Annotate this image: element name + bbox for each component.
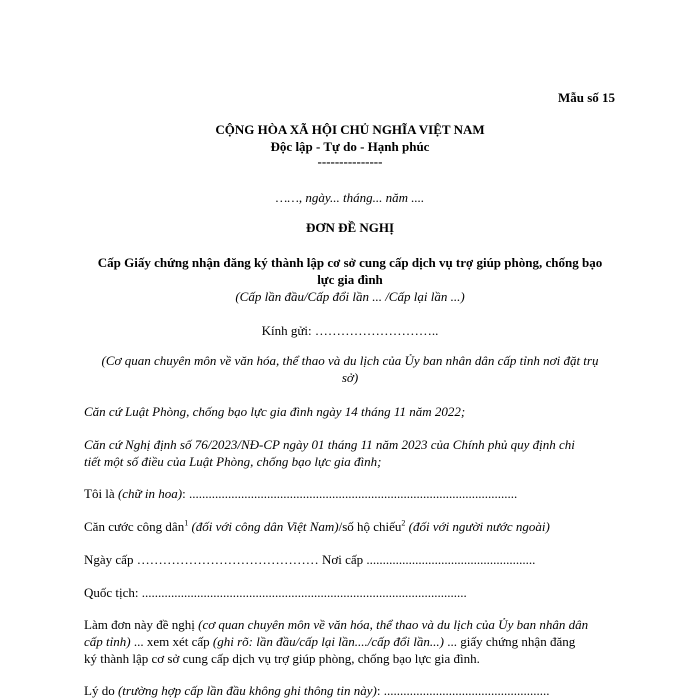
legal-basis-decree-line-1: Căn cứ Nghị định số 76/2023/NĐ-CP ngày 01 tháng 11 năm 2023 của Chính phủ quy định chi: [84, 437, 575, 452]
document-title: ĐƠN ĐỀ NGHỊ: [305, 220, 395, 235]
country-name: CỘNG HÒA XÃ HỘI CHỦ NGHĨA VIỆT NAM: [215, 122, 485, 137]
request-cert: ... giấy chứng nhận đăng: [443, 634, 576, 649]
nationality-field: Quốc tịch: ....................................................................................................: [84, 585, 467, 600]
reason-label: Lý do: [84, 683, 118, 698]
issue-date-field: Ngày cấp …………………………………… Nơi cấp ....................................................: [84, 552, 536, 567]
date-line: ……, ngày... tháng... năm ....: [275, 190, 425, 205]
id-field: [84, 519, 550, 535]
id-hint-foreigner: (đối với người nước ngoài): [405, 519, 550, 534]
request-consider: ... xem xét cấp: [130, 634, 213, 649]
id-label: Căn cước công dân: [84, 519, 185, 534]
subject-line-2: lực gia đình: [317, 272, 383, 287]
request-line-3: ký thành lập cơ sở cung cấp dịch vụ trợ giúp phòng, chống bạo lực gia đình.: [84, 651, 480, 666]
recipient-label: Kính gửi: ………………………..: [261, 323, 439, 338]
request-text: Làm đơn này đề nghị: [84, 617, 199, 632]
passport-label: /số hộ chiếu: [338, 519, 402, 534]
footnote-1: 1: [184, 518, 189, 528]
request-agency-hint-cont: cấp tỉnh): [84, 634, 131, 649]
motto: Độc lập - Tự do - Hạnh phúc: [270, 139, 430, 154]
id-hint-citizen: (đối với công dân Việt Nam): [188, 519, 339, 534]
name-hint: (chữ in hoa): [117, 486, 183, 501]
name-dots: : .....................................................................................................: [182, 486, 518, 501]
request-type-hint: (ghi rõ: lần đầu/cấp lại lần..../cấp đổi lần...): [212, 634, 444, 649]
reason-hint: (trường hợp cấp lần đầu không ghi thông tin này): [117, 683, 377, 698]
subject-note: (Cấp lần đầu/Cấp đổi lần ... /Cấp lại lần ...): [235, 289, 465, 304]
reason-field: [84, 683, 550, 699]
name-label: Tôi là: [84, 486, 118, 501]
form-number: Mẫu số 15: [558, 90, 616, 105]
request-agency-hint: (cơ quan chuyên môn về văn hóa, thể thao và du lịch của Ủy ban nhân dân: [198, 617, 589, 632]
name-field: [84, 486, 517, 502]
footnote-2: 2: [401, 518, 406, 528]
recipient-note-line-1: (Cơ quan chuyên môn về văn hóa, thể thao và du lịch của Ủy ban nhân dân cấp tỉnh nơi đặt trụ: [101, 353, 599, 368]
header-divider: ---------------: [317, 154, 383, 169]
reason-dots: : ...................................................: [376, 683, 550, 698]
legal-basis-law: Căn cứ Luật Phòng, chống bạo lực gia đình ngày 14 tháng 11 năm 2022;: [84, 404, 466, 419]
request-line-1: [84, 617, 588, 633]
subject-line-1: Cấp Giấy chứng nhận đăng ký thành lập cơ sở cung cấp dịch vụ trợ giúp phòng, chống bạo: [97, 255, 603, 270]
recipient-note-line-2: sở): [341, 370, 359, 385]
request-line-2: [84, 634, 575, 650]
legal-basis-decree-line-2: tiết một số điều của Luật Phòng, chống bạo lực gia đình;: [84, 454, 382, 469]
